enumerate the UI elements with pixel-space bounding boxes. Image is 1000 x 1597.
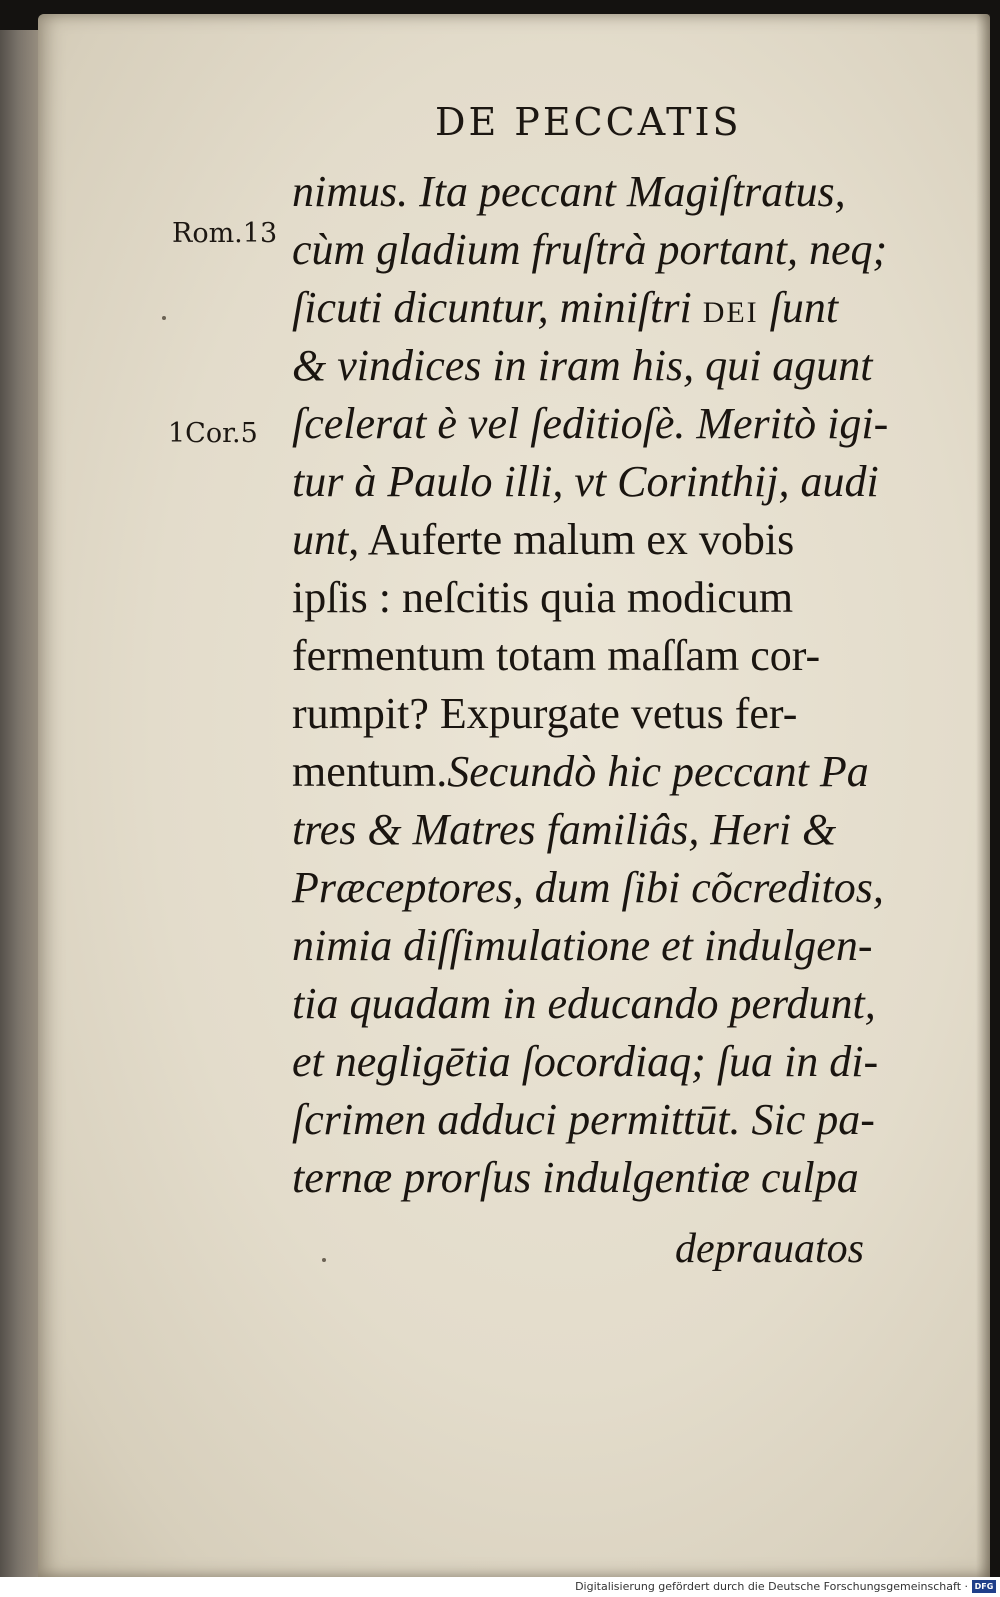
text-line [292,805,837,854]
text-segment: fermentum totam maſſam cor- [292,631,821,680]
catchword: deprauatos [675,1226,864,1272]
text-line [292,979,876,1028]
text-segment: tres & Matres familiâs, Heri & [292,805,837,854]
text-segment: ſcrimen adduci permittūt. Sic pa- [292,1095,875,1144]
text-segment: Secundò hic peccant Pa [447,747,869,796]
text-line [292,573,794,622]
text-segment: nimia diſſimulatione et indulgen- [292,921,873,970]
text-segment: ſunt [758,283,839,332]
text-segment: unt [292,515,349,564]
text-segment: , Auferte malum ex vobis [348,515,795,564]
text-segment: DEI [702,296,759,329]
text-line [292,225,888,274]
text-line [292,1153,859,1202]
text-line [292,921,873,970]
text-line [292,1095,875,1144]
page-edge-shadow [976,14,990,1577]
text-line [292,515,795,564]
footer-bar [0,1577,1000,1597]
text-segment: ipſis : neſcitis quia modicum [292,573,794,622]
dfg-logo: DFG [972,1580,996,1593]
text-segment: tur à Paulo illi, vt Corinthij, audi [292,457,879,506]
margin-note-cor: 1Cor.5 [168,418,258,449]
text-segment: ſicuti dicuntur, miniſtri [292,283,703,332]
text-line [292,167,846,216]
funding-credit: Digitalisierung gefördert durch die Deutsche Forschungsgemeinschaft · [575,1580,968,1593]
text-segment: & vindices in iram his, qui agunt [292,341,873,390]
text-segment: rumpit? Expurgate vetus fer- [292,689,798,738]
text-segment: cùm gladium fruſtrà portant, neq; [292,225,888,274]
text-line [292,863,884,912]
text-line [292,1037,879,1086]
text-line [292,399,889,448]
text-line [292,283,839,332]
text-segment: nimus. Ita peccant Magiſtratus, [292,167,846,216]
text-line [292,631,821,680]
text-line [292,689,798,738]
margin-note-rom: Rom.13 [172,218,278,249]
paper-speck [162,316,166,320]
text-segment: tia quadam in educando perdunt, [292,979,876,1028]
text-segment: ternæ prorſus indulgentiæ culpa [292,1153,859,1202]
text-segment: Præceptores, dum ſibi cõcreditos, [292,863,884,912]
text-segment: ſcelerat è vel ſeditioſè. Meritò igi- [292,399,889,448]
running-head: DE PECCATIS [435,100,742,144]
text-segment: mentum. [292,747,448,796]
paper-speck [322,1258,326,1262]
text-segment: et negligētia ſocordiaq; ſua in di- [292,1037,879,1086]
text-line [292,457,879,506]
text-line [292,747,869,796]
text-line [292,341,873,390]
